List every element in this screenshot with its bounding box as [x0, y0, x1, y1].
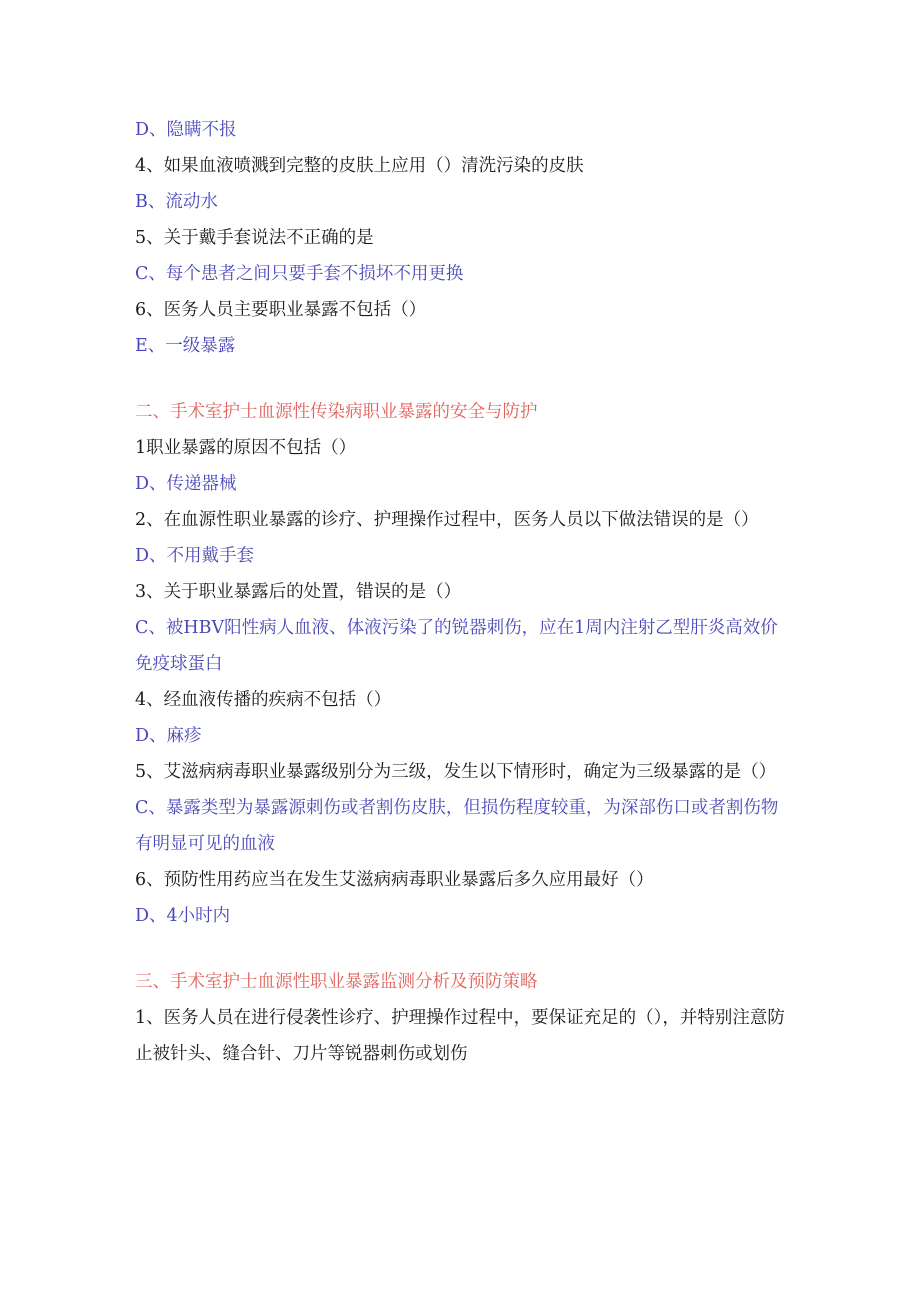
answer-p2-6: D、4小时内	[135, 906, 231, 926]
question-p2-5: 5、艾滋病病毒职业暴露级别分为三级，发生以下情形时，确定为三级暴露的是（）	[135, 762, 777, 782]
section-heading-3: 三、手术室护士血源性职业暴露监测分析及预防策略	[135, 972, 538, 992]
question-p2-4: 4、经血液传播的疾病不包括（）	[135, 690, 392, 710]
question-p2-1: 1职业暴露的原因不包括（）	[135, 438, 357, 458]
question-p1-5: 5、关于戴手套说法不正确的是	[135, 228, 374, 248]
answer-p2-1: D、传递器械	[135, 474, 237, 494]
question-p3-1: 1、医务人员在进行侵袭性诊疗、护理操作过程中，要保证充足的（），并特别注意防止被针头、缝合针、刀片等锐器刺伤或划伤	[135, 1008, 785, 1064]
document-body	[135, 112, 785, 1072]
question-p2-2: 2、在血源性职业暴露的诊疗、护理操作过程中，医务人员以下做法错误的是（）	[135, 510, 759, 530]
question-p1-6: 6、医务人员主要职业暴露不包括（）	[135, 300, 427, 320]
answer-p2-5: C、暴露类型为暴露源刺伤或者割伤皮肤，但损伤程度较重，为深部伤口或者割伤物有明显可见的血液	[135, 798, 779, 854]
answer-p1-5: C、每个患者之间只要手套不损坏不用更换	[135, 264, 464, 284]
question-p2-6: 6、预防性用药应当在发生艾滋病病毒职业暴露后多久应用最好（）	[135, 870, 654, 890]
question-p2-3: 3、关于职业暴露后的处置，错误的是（）	[135, 582, 462, 602]
answer-p2-4: D、麻疹	[135, 726, 202, 746]
answer-p2-3: C、被HBV阳性病人血液、体液污染了的锐器刺伤，应在1周内注射乙型肝炎高效价免疫球蛋白	[135, 618, 778, 674]
answer-p1-4: B、流动水	[135, 192, 218, 212]
answer-p1-3: D、隐瞒不报	[135, 120, 237, 140]
answer-p1-6: E、一级暴露	[135, 336, 236, 356]
question-p1-4: 4、如果血液喷溅到完整的皮肤上应用（）清洗污染的皮肤	[135, 156, 584, 176]
section-heading-2: 二、手术室护士血源性传染病职业暴露的安全与防护	[135, 402, 538, 422]
answer-p2-2: D、不用戴手套	[135, 546, 255, 566]
